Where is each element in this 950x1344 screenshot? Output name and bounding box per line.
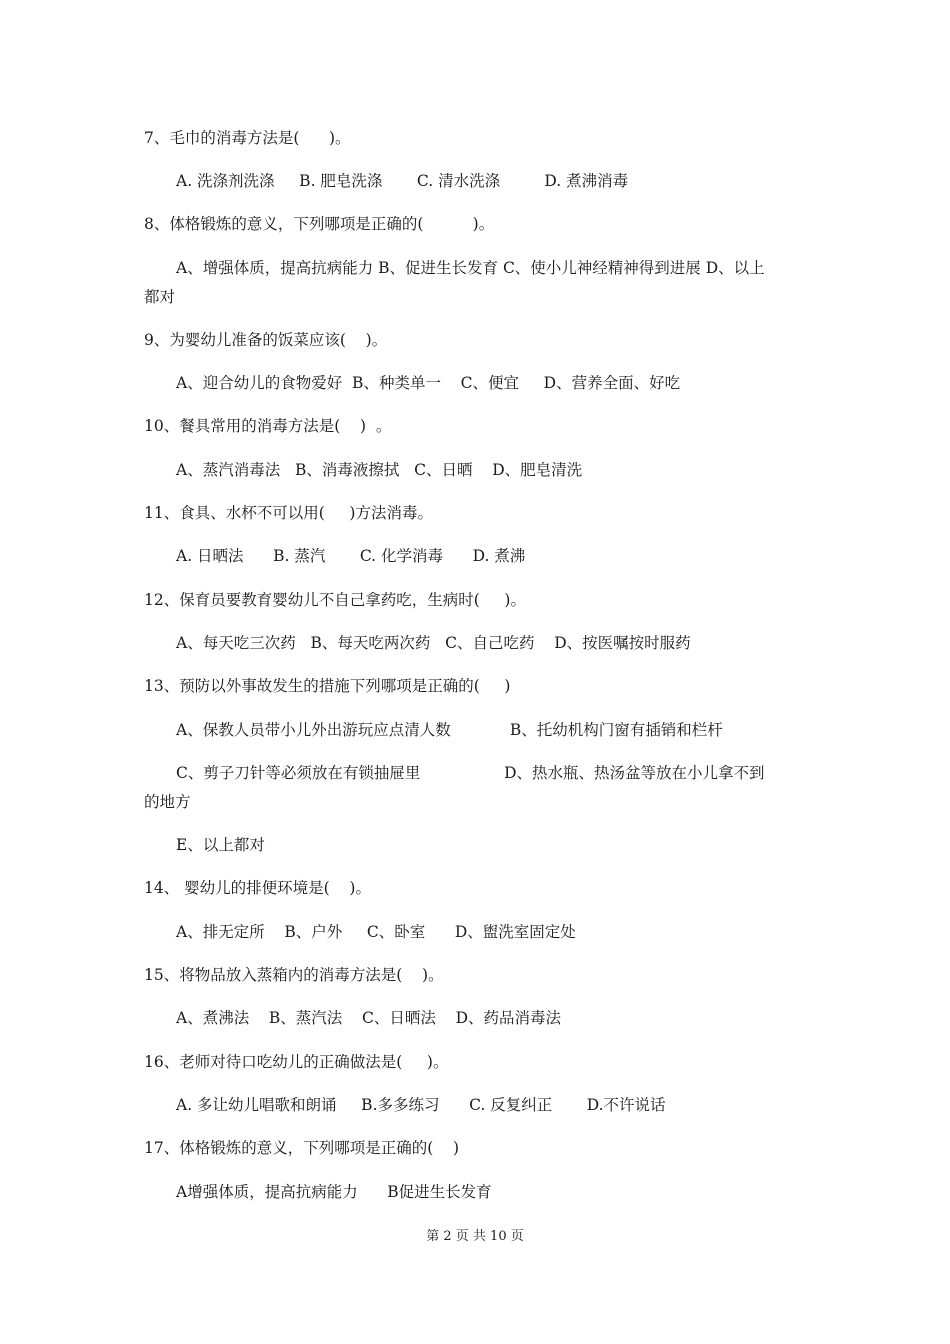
question-9-options: A、迎合幼儿的食物爱好 B、种类单一 C、便宜 D、营养全面、好吃 — [176, 374, 681, 392]
question-10-stem: 10、餐具常用的消毒方法是( ) 。 — [144, 417, 392, 435]
question-8-options: A、增强体质，提高抗病能力 B、促进生长发育 C、使小儿神经精神得到进展 D、以上 — [176, 259, 765, 277]
question-8-options-continued: 都对 — [144, 288, 176, 306]
question-15-options: A、煮沸法 B、蒸汽法 C、日晒法 D、药品消毒法 — [176, 1009, 561, 1027]
question-14-options: A、排无定所 B、户外 C、卧室 D、盥洗室固定处 — [176, 923, 576, 941]
question-15-stem: 15、将物品放入蒸箱内的消毒方法是( )。 — [144, 966, 444, 984]
question-13-options-continued: 的地方 — [144, 793, 191, 811]
question-8-stem: 8、体格锻炼的意义，下列哪项是正确的( )。 — [144, 215, 495, 233]
question-13-option-e: E、以上都对 — [176, 836, 265, 854]
question-13-options-row-1: A、保教人员带小儿外出游玩应点清人数 B、托幼机构门窗有插销和栏杆 — [176, 721, 723, 739]
question-17-stem: 17、体格锻炼的意义，下列哪项是正确的( ) — [144, 1139, 460, 1157]
page-footer: 第 2 页 共 10 页 — [426, 1229, 524, 1244]
question-9-stem: 9、为婴幼儿准备的饭菜应该( )。 — [144, 331, 388, 349]
question-12-stem: 12、保育员要教育婴幼儿不自己拿药吃，生病时( )。 — [144, 591, 526, 609]
question-14-stem: 14、 婴幼儿的排便环境是( )。 — [144, 879, 371, 897]
question-12-options: A、每天吃三次药 B、每天吃两次药 C、自己吃药 D、按医嘱按时服药 — [176, 634, 691, 652]
question-13-options-row-2: C、剪子刀针等必须放在有锁抽屉里 D、热水瓶、热汤盆等放在小儿拿不到 — [176, 764, 765, 782]
question-16-stem: 16、老师对待口吃幼儿的正确做法是( )。 — [144, 1053, 449, 1071]
question-7-stem: 7、毛巾的消毒方法是( )。 — [144, 129, 351, 147]
question-10-options: A、蒸汽消毒法 B、消毒液擦拭 C、日晒 D、肥皂清洗 — [176, 461, 583, 479]
question-16-options: A. 多让幼儿唱歌和朗诵 B.多多练习 C. 反复纠正 D.不许说话 — [176, 1096, 666, 1114]
question-17-options: A增强体质，提高抗病能力 B促进生长发育 — [176, 1183, 492, 1201]
question-13-stem: 13、预防以外事故发生的措施下列哪项是正确的( ) — [144, 677, 511, 695]
question-11-options: A. 日晒法 B. 蒸汽 C. 化学消毒 D. 煮沸 — [176, 547, 526, 565]
question-11-stem: 11、食具、水杯不可以用( )方法消毒。 — [144, 504, 433, 522]
question-7-options: A. 洗涤剂洗涤 B. 肥皂洗涤 C. 清水洗涤 D. 煮沸消毒 — [176, 172, 629, 190]
